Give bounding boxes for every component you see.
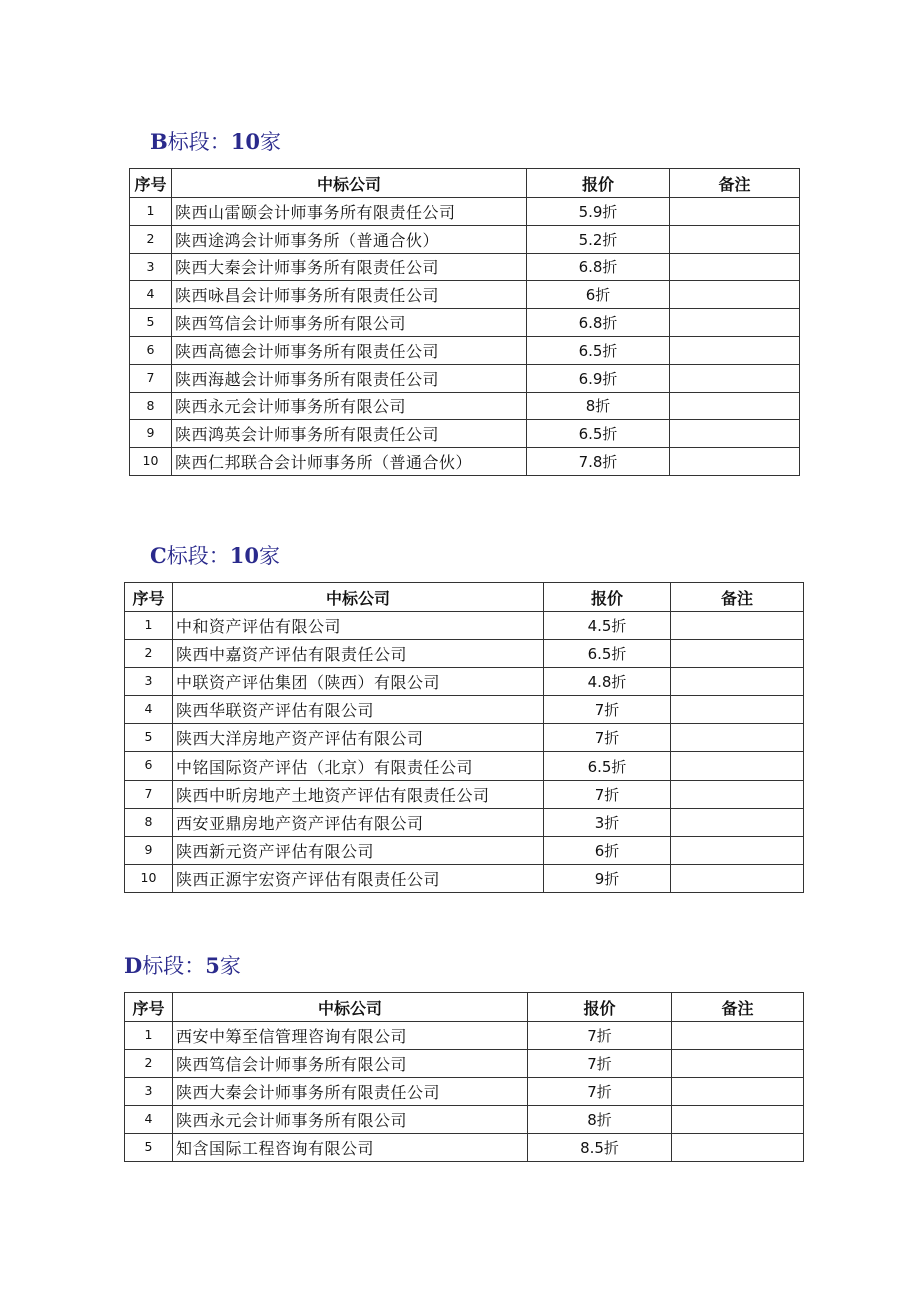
table-row: [130, 198, 800, 226]
section-d-letter: D: [124, 953, 143, 978]
section-c-suffix: 标段：: [166, 544, 230, 568]
bid-price: 7折: [528, 1050, 672, 1078]
remark-cell: [671, 808, 804, 836]
bid-price: 6.5折: [544, 640, 671, 668]
company-name: 陕西新元资产评估有限公司: [173, 836, 544, 864]
section-b-letter: B: [150, 129, 168, 154]
bid-price: 5.9折: [527, 198, 670, 226]
remark-cell: [672, 1106, 804, 1134]
table-row: [130, 420, 800, 448]
header-no: 序号: [125, 993, 173, 1022]
table-row: [125, 724, 804, 752]
company-name: 陕西中昕房地产土地资产评估有限责任公司: [173, 780, 544, 808]
bid-price: 7折: [544, 724, 671, 752]
row-number: 7: [130, 364, 172, 392]
row-number: 5: [125, 724, 173, 752]
bid-price: 6.5折: [527, 336, 670, 364]
section-b-title: [150, 130, 281, 154]
table-row: [125, 864, 804, 892]
remark-cell: [670, 420, 800, 448]
company-name: 知含国际工程咨询有限公司: [173, 1134, 528, 1162]
remark-cell: [671, 724, 804, 752]
table-row: [125, 836, 804, 864]
bid-price: 4.5折: [544, 612, 671, 640]
table-row: [130, 448, 800, 476]
table-row: [130, 253, 800, 281]
row-number: 5: [130, 309, 172, 337]
table-header-row: [130, 169, 800, 198]
remark-cell: [670, 253, 800, 281]
company-name: 陕西正源宇宏资产评估有限责任公司: [173, 864, 544, 892]
section-b-suffix: 标段：: [167, 130, 231, 154]
bid-price: 6.8折: [527, 253, 670, 281]
table-row: [125, 752, 804, 780]
section-d-unit: 家: [219, 954, 241, 978]
row-number: 1: [130, 198, 172, 226]
table-row: [125, 668, 804, 696]
company-name: 陕西山雷颐会计师事务所有限责任公司: [172, 198, 527, 226]
header-remark: 备注: [671, 583, 804, 612]
table-row: [125, 1050, 804, 1078]
remark-cell: [670, 198, 800, 226]
company-name: 陕西鸿英会计师事务所有限责任公司: [172, 420, 527, 448]
section-d-suffix: 标段：: [142, 954, 206, 978]
bid-price: 3折: [544, 808, 671, 836]
remark-cell: [671, 780, 804, 808]
header-price: 报价: [527, 169, 670, 198]
bid-price: 6折: [527, 281, 670, 309]
header-price: 报价: [528, 993, 672, 1022]
row-number: 4: [125, 696, 173, 724]
row-number: 9: [130, 420, 172, 448]
remark-cell: [672, 1050, 804, 1078]
company-name: 中联资产评估集团（陕西）有限公司: [173, 668, 544, 696]
company-name: 陕西中嘉资产评估有限责任公司: [173, 640, 544, 668]
bid-price: 8.5折: [528, 1134, 672, 1162]
section-b-table: [129, 168, 800, 476]
header-company: 中标公司: [173, 583, 544, 612]
company-name: 中铭国际资产评估（北京）有限责任公司: [173, 752, 544, 780]
row-number: 1: [125, 1022, 173, 1050]
section-c-table: [124, 582, 804, 893]
header-remark: 备注: [670, 169, 800, 198]
company-name: 陕西高德会计师事务所有限责任公司: [172, 336, 527, 364]
bid-price: 5.2折: [527, 225, 670, 253]
bid-price: 7折: [544, 696, 671, 724]
table-row: [125, 1134, 804, 1162]
remark-cell: [670, 392, 800, 420]
row-number: 3: [125, 1078, 173, 1106]
remark-cell: [670, 336, 800, 364]
row-number: 7: [125, 780, 173, 808]
section-b-unit: 家: [259, 130, 281, 154]
bid-price: 7折: [544, 780, 671, 808]
company-name: 陕西仁邦联合会计师事务所（普通合伙）: [172, 448, 527, 476]
remark-cell: [671, 696, 804, 724]
remark-cell: [670, 225, 800, 253]
company-name: 中和资产评估有限公司: [173, 612, 544, 640]
remark-cell: [672, 1022, 804, 1050]
remark-cell: [671, 752, 804, 780]
header-remark: 备注: [672, 993, 804, 1022]
company-name: 陕西华联资产评估有限公司: [173, 696, 544, 724]
bid-price: 6.9折: [527, 364, 670, 392]
row-number: 10: [130, 448, 172, 476]
company-name: 陕西大秦会计师事务所有限责任公司: [172, 253, 527, 281]
row-number: 6: [130, 336, 172, 364]
company-name: 西安中筹至信管理咨询有限公司: [173, 1022, 528, 1050]
row-number: 3: [130, 253, 172, 281]
table-row: [130, 364, 800, 392]
remark-cell: [671, 640, 804, 668]
remark-cell: [672, 1134, 804, 1162]
table-row: [130, 309, 800, 337]
remark-cell: [672, 1078, 804, 1106]
company-name: 陕西永元会计师事务所有限公司: [172, 392, 527, 420]
company-name: 陕西大洋房地产资产评估有限公司: [173, 724, 544, 752]
row-number: 4: [130, 281, 172, 309]
company-name: 陕西大秦会计师事务所有限责任公司: [173, 1078, 528, 1106]
company-name: 陕西海越会计师事务所有限责任公司: [172, 364, 527, 392]
table-row: [125, 808, 804, 836]
section-c-letter: C: [150, 543, 167, 568]
section-c-title: [150, 544, 280, 568]
row-number: 9: [125, 836, 173, 864]
table-header-row: [125, 993, 804, 1022]
remark-cell: [671, 612, 804, 640]
bid-price: 7.8折: [527, 448, 670, 476]
bid-price: 8折: [528, 1106, 672, 1134]
bid-price: 7折: [528, 1022, 672, 1050]
table-row: [125, 1106, 804, 1134]
bid-price: 8折: [527, 392, 670, 420]
header-no: 序号: [125, 583, 173, 612]
header-company: 中标公司: [172, 169, 527, 198]
table-row: [125, 780, 804, 808]
bid-price: 4.8折: [544, 668, 671, 696]
remark-cell: [671, 668, 804, 696]
table-row: [130, 392, 800, 420]
bid-price: 6.5折: [544, 752, 671, 780]
company-name: 陕西永元会计师事务所有限公司: [173, 1106, 528, 1134]
section-d-count: 5: [205, 953, 220, 978]
table-row: [130, 225, 800, 253]
company-name: 西安亚鼎房地产资产评估有限公司: [173, 808, 544, 836]
row-number: 5: [125, 1134, 173, 1162]
table-row: [125, 1022, 804, 1050]
table-header-row: [125, 583, 804, 612]
row-number: 6: [125, 752, 173, 780]
row-number: 1: [125, 612, 173, 640]
section-d-table: [124, 992, 804, 1162]
row-number: 3: [125, 668, 173, 696]
table-row: [130, 336, 800, 364]
row-number: 2: [125, 640, 173, 668]
table-row: [125, 640, 804, 668]
company-name: 陕西咏昌会计师事务所有限责任公司: [172, 281, 527, 309]
bid-price: 7折: [528, 1078, 672, 1106]
remark-cell: [670, 281, 800, 309]
row-number: 2: [130, 225, 172, 253]
table-row: [130, 281, 800, 309]
company-name: 陕西途鸿会计师事务所（普通合伙）: [172, 225, 527, 253]
section-d-title: [124, 954, 241, 978]
remark-cell: [670, 364, 800, 392]
company-name: 陕西笃信会计师事务所有限公司: [173, 1050, 528, 1078]
bid-price: 6折: [544, 836, 671, 864]
bid-price: 9折: [544, 864, 671, 892]
bid-price: 6.5折: [527, 420, 670, 448]
table-row: [125, 1078, 804, 1106]
row-number: 4: [125, 1106, 173, 1134]
section-b-count: 10: [230, 129, 260, 154]
header-no: 序号: [130, 169, 172, 198]
table-row: [125, 612, 804, 640]
row-number: 8: [130, 392, 172, 420]
row-number: 10: [125, 864, 173, 892]
remark-cell: [670, 309, 800, 337]
row-number: 8: [125, 808, 173, 836]
bid-price: 6.8折: [527, 309, 670, 337]
remark-cell: [671, 864, 804, 892]
header-company: 中标公司: [173, 993, 528, 1022]
table-row: [125, 696, 804, 724]
header-price: 报价: [544, 583, 671, 612]
section-c-count: 10: [229, 543, 259, 568]
remark-cell: [670, 448, 800, 476]
company-name: 陕西笃信会计师事务所有限公司: [172, 309, 527, 337]
section-c-unit: 家: [258, 544, 280, 568]
row-number: 2: [125, 1050, 173, 1078]
remark-cell: [671, 836, 804, 864]
